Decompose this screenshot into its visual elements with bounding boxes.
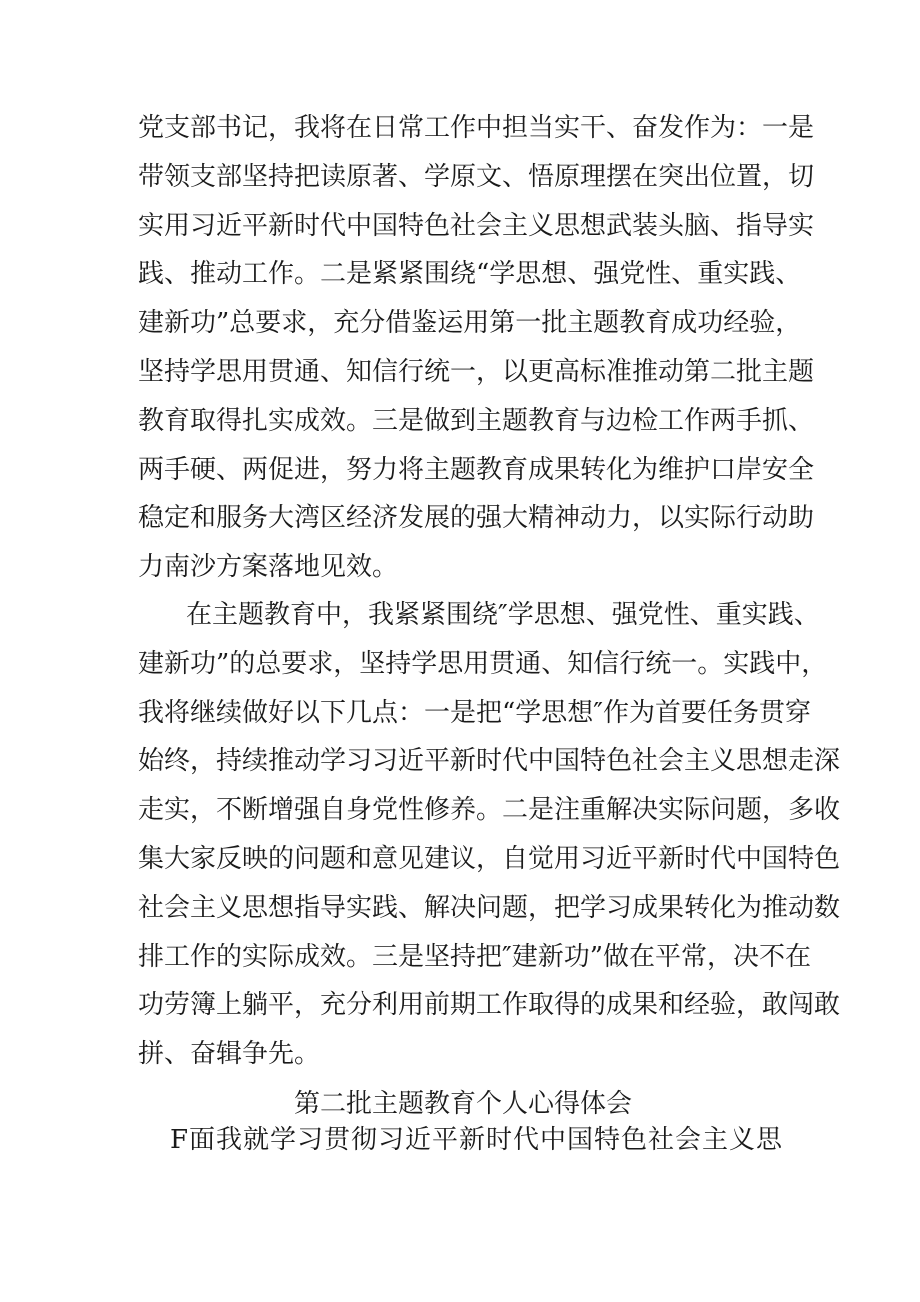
paragraph-line: 社会主义思想指导实践、解决问题，把学习成果转化为推动数 — [138, 892, 841, 923]
paragraph-line: 建新功”的总要求，坚持学思用贯通、知信行统一。实践中， — [138, 648, 828, 679]
paragraph-2 — [138, 591, 841, 1079]
paragraph-line: 教育取得扎实成效。三是做到主题教育与边检工作两手抓、 — [138, 405, 815, 436]
paragraph-line: 集大家反映的问题和意见建议，自觉用习近平新时代中国特色 — [138, 843, 841, 874]
paragraph-line: 稳定和服务大湾区经济发展的强大精神动力，以实际行动助 — [138, 503, 815, 534]
paragraph-1 — [138, 104, 815, 592]
paragraph-line: 党支部书记，我将在日常工作中担当实干、奋发作为：一是 — [138, 113, 815, 143]
paragraph-line: 坚持学思用贯通、知信行统一，以更高标准推动第二批主题 — [138, 356, 815, 387]
paragraph-line: 建新功”总要求，充分借鉴运用第一批主题教育成功经验， — [138, 308, 802, 339]
paragraph-line: 我将继续做好以下几点：一是把“学思想″作为首要任务贯穿 — [138, 697, 812, 728]
paragraph-line: 排工作的实际成效。三是坚持把″建新功”做在平常，决不在 — [138, 941, 812, 972]
section-title: 第二批主题教育个人心得体会 — [293, 1089, 632, 1119]
paragraph-line: 带领支部坚持把读原著、学原文、悟原理摆在突出位置，切 — [138, 161, 815, 192]
paragraph-line: 实用习近平新时代中国特色社会主义思想武装头脑、指导实 — [138, 210, 815, 241]
paragraph-line: 力南沙方案落地见效。 — [138, 552, 399, 583]
paragraph-line: 拼、奋辑争先。 — [138, 1039, 321, 1070]
paragraph-line: 践、推动工作。二是紧紧围绕“学思想、强党性、重实践、 — [138, 259, 802, 290]
paragraph-line: 两手硬、两促进，努力将主题教育成果转化为维护口岸安全 — [138, 454, 815, 485]
section-first-line: F面我就学习贯彻习近平新时代中国特色社会主义思 — [170, 1125, 784, 1155]
paragraph-line: 功劳簿上躺平，充分利用前期工作取得的成果和经验，敢闯敢 — [138, 990, 841, 1021]
paragraph-line: 始终，持续推动学习习近平新时代中国特色社会主义思想走深 — [138, 746, 841, 777]
paragraph-line: 走实，不断增强自身党性修养。二是注重解决实际问题，多收 — [138, 795, 841, 826]
paragraph-line: 在主题教育中，我紧紧围绕″学思想、强党性、重实践、 — [186, 600, 820, 630]
